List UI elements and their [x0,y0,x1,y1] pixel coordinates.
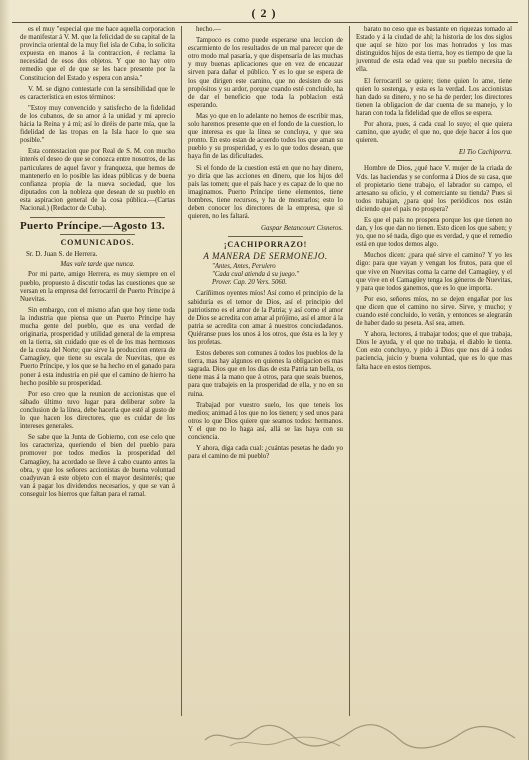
paragraph: Muchos dicen: ¿para qué sirve el camino? Y yo les digo: para que vayan y vengan los frutos, para que el que vive en Nuevitas coma la carne del Camagüey, y el que vive en el Camagüey tenga los géneros de Nuevitas, y para que todos ganemos, que es lo que importa. [356,252,512,292]
top-rule [12,22,518,23]
divider [228,236,303,237]
headline: A MANERA DE SERMONEJO. [203,251,328,262]
paragraph: Si el fondo de la cuestion está en que no hay dinero, yo diría que las acciones en dinero, que los hijos del país las tomen; que el país hace y es capaz de lo que no imaginamos. Puerto Príncipe tiene elementos, tiene hombres, tiene recursos, y ha de mostrarlos; esto lo deben conocer los directores de la empresa, que si quieren, no les faltará. [188,164,343,221]
page-number: ( 2 ) [251,6,277,20]
paragraph: Tampoco es como puede esperarse una leccion de escarmiento de los resultados de un mal parecer que de otro modo mal pasaría, y que dispensaría de las muchas y muy buenas aplicaciones que en vez de encauzar sirven para dañar el público. Y es lo que se espera de los que dirigen este camino, que no desisten de sus propósitos y su ardor, porque cuando esté concluido, ha de dar el beneficio que toda la poblacion está esperando. [188,37,343,109]
paragraph: Es que el país no prospera porque los que tienen no dan, y los que dan no tienen. Esto dicen los que saben; y yo, que no sé nada, digo que es verdad, y que el remedio está en que todos demos algo. [356,216,512,249]
handwritten-annotation [200,718,520,752]
paragraph: es el muy "especial que me hace aquella corporacion de manifestar á V. M. que la felicidad de su capital de la provincia oriental de la muy fiel isla de Cuba, lo solicita expuesta en manos á la contraccion, é reclama la necesidad de esos dos objetos. Y que no hay otro remedio que el de que se les hace presente por la Constitucion del Estado y espera con ansia." [20,26,175,82]
paragraph: V. M. se digno contestarle con la sensibilidad que le es característica en estos términos: [20,85,175,101]
column-3 [350,26,518,716]
section-title: ¡CACHIPORRAZO! [223,240,308,250]
paragraph: "Estoy muy convencido y satisfecho de la fidelidad de los cubanos, de su amor á la unidad y mi aprecio hácia la Reina y á mí; así lo diréis de parte mía, que la fidelidad de las tropas en la Isla hace lo que sea posible." [20,104,175,145]
paragraph: barato no ceso que es bastante en riquezas tomado al Estado y á la ciudad de ahí; la historia de los dos siglos que aquí se hizo por los mas honrados y los mas distinguidos hijos de esta tierra, hoy es tiempo de que la juventud de esta edad vea que su pueblo necesita de ella. [356,26,512,74]
paragraph: Mas yo que en lo adelante no hemos de escribir mas, solo haremos presente que en el fondo de la cuestion, lo que interesa es que la línea se concluya, y que sea pronto. En esto estan de acuerdo todos los que aman su pueblo y su prosperidad, y es lo que todos desean, que haya fin de las dificultades. [188,112,343,161]
paragraph: hecho.— [196,26,222,33]
paragraph: Caríñimos oyentes míos! Así como el principio de la sabiduría es el temor de Dios, así el principio del patriotismo es el amor de la Patria; y así como el amor de Dios se acredita con amar al prójimo, así el amor á la patria se acredita con amar á nuestros conciudadanos. Quiéranse pues los unos á los otros, que ésta es la ley y los profetas. [188,290,343,346]
paragraph: Sin embargo, con el mismo afan que hoy tiene toda la industria que piensa que un Puerto Príncipe hay mucha gente del pueblo, que es una verdad de originaria, prosperidad y utilidad general de la empresa en la tierra, sin cuidado que es el de los mas hermosos de la costa del Norte; que sirve la produccion entera de Camagüey, que tiene su escala de Nuevitas, que es Puerto Príncipe, y los que se ha hecho en el ganado para poner á esta industria en pié que el camino de hierro ha hecho posible su prosperidad. [20,306,175,387]
paragraph: Por mi parte, amigo Herrera, es muy siempre en el pueblo, propuesto á discutir todas las cuestiones que se versan en la empresa del ferrocarril de Puerto Príncipe á Nuevitas. [20,271,175,303]
paragraph: Por eso creo que la reunion de accionistas que el sábado último tuvo lugar para deliberar sobre la conclusion de la línea, debe hacerla que esté al gusto de lo que hacen los directores, que es cuidar de los intereses generales. [20,390,175,431]
paragraph: Por eso, señores míos, no se dejen engañar por los que dicen que el camino no sirve. Sirve, y mucho; y cuando esté concluido, lo verán, y entonces se alegrarán de haber dado su peseta. Así sea, amen. [356,295,512,328]
column-1 [14,26,182,716]
divider [60,234,135,235]
section-title: COMUNICADOS. [60,238,135,248]
signature: Gaspar Betancourt Cisneros. [261,224,343,233]
paragraph: Y ahora, diga cada cual: ¿cuántas pesetas he dado yo para el camino de mi pueblo? [188,445,343,461]
paragraph: Por ahora, pues, á cada cual lo suyo; el que quiera camino, que ayude; el que no, que deje hacer á los que quieren. [356,121,512,145]
paragraph: Se sabe que la Junta de Gobierno, con ese celo que los caracteriza, queriendo el bien del pueblo para promover por todos medios la prosperidad del Camagüey, ha acordado se lleve á cabo cuanto antes la obra, y que los señores accionistas de buena voluntad coadyuvan á este objeto con el mayor desinterés; que van á pagar los dividendos necesarios, y que se van á conseguir los hierros que faltan para el ramal. [20,434,175,498]
paragraph: Hombre de Dios, ¿qué hace V. mujer de la criada de Vds. las haciendas y se conforma á Dios de su casa, que el propietario tiene trabajo, el labrador su campo, el artesano su oficio, y el comerciante su tienda? Pues si todos trabajan, ¿para qué los periódicos nos están diciendo que el país no prospera? [356,165,512,213]
salutation: Sr. D. Juan S. de Herrera. [26,250,98,259]
paragraph: El ferrocarril se quiere; tiene quien lo ame, tiene quien lo sostenga, y esta es la verdad. Los accionistas han dado su dinero, y no se ha de perder; los directores tienen la obligacion de dar cuenta de su manejo, y lo haran con toda la fidelidad que de ellos se espera. [356,77,512,117]
dateline: Puerto Príncipe.—Agosto 13. [20,220,165,233]
divider [30,217,165,218]
divider [396,160,472,161]
epigraph: Mas vale tarde que nunca. [60,260,135,269]
paragraph: Trabajad por vuestro suelo, los que teneis los medios; animad á los que no los tienen; y sed unos para otros lo que Dios quiere que seamos todos: hermanos. Y el que no lo haga así, allá se las haya con su conciencia. [188,401,343,442]
paragraph: Esta contestacion que por Real de S. M. con mucho interés el deseo de que se conozca entre nosotros, de las particulares de aquel favor y franqueza, que hemos de mantenerlo en lo posible las ideas públicas y de buena confianza propia de la nueva sociedad, que los diputados con la nobleza que desean de su pueblo en esta aspiracion general de la cosa pública.—(Cartas Nacional.) (Redactor de Cuba). [20,148,175,212]
verse: "Antes, Antes, Perulero "Cada cual atienda á su juego." Prover. Cap. 20 Vers. 5060. [212,263,300,287]
margin-stain [0,0,10,760]
column-2 [182,26,350,716]
paragraph: Estos deberes son comunes á todos los pueblos de la tierra, mas hay algunos en quienes la obligacion es mas sagrada. Dios que en los dias de esta Patria tan bella, os tiene mas á la mano que á otros, para que seais buenos, para que trabajeis en la prosperidad de ella, y no en su ruina. [188,350,343,398]
columns [14,26,518,716]
paragraph: Y ahora, lectores, á trabajar todos; que el que trabaja, Dios le ayuda, y el que no trabaja, el diablo le tienta. Con esto concluyo, y pido á Dios que nos dé á todos paciencia, juicio y buena voluntad, que es lo que mas falta hace en estos tiempos. [356,331,512,371]
signature: El Tio Cachiporra. [458,148,512,157]
